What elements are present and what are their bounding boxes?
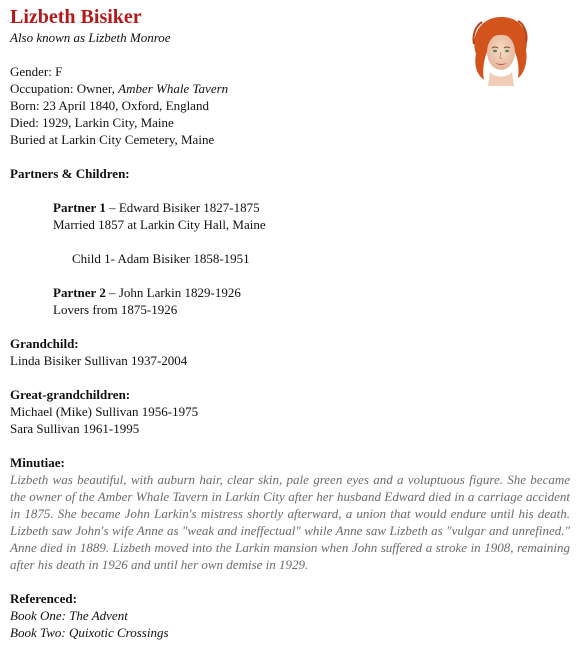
partners-heading: Partners & Children: bbox=[10, 166, 130, 181]
great-grandchildren-heading: Great-grandchildren: bbox=[10, 387, 131, 402]
partner-2-details: – John Larkin 1829-1926 bbox=[105, 285, 241, 300]
child-1: Child 1- Adam Bisiker 1858-1951 bbox=[72, 251, 250, 266]
buried: Buried at Larkin City Cemetery, Maine bbox=[10, 132, 215, 147]
partners-section bbox=[10, 165, 576, 318]
gender: Gender: F bbox=[10, 64, 63, 79]
great-grandchild-item: Michael (Mike) Sullivan 1956-1975 bbox=[10, 404, 199, 419]
person-name: Lizbeth Bisiker bbox=[10, 6, 142, 28]
grandchild-heading: Grandchild: bbox=[10, 336, 79, 351]
minutiae-heading: Minutiae: bbox=[10, 455, 65, 470]
alias: Also known as Lizbeth Monroe bbox=[10, 30, 171, 45]
referenced-section bbox=[10, 590, 576, 641]
occupation-place: Amber Whale Tavern bbox=[118, 81, 229, 96]
profile-page bbox=[10, 6, 576, 641]
born: Born: 23 April 1840, Oxford, England bbox=[10, 98, 209, 113]
minutiae-section bbox=[10, 454, 576, 573]
partner-1-label: Partner 1 bbox=[53, 200, 106, 215]
partner-1-married: Married 1857 at Larkin City Hall, Maine bbox=[53, 217, 266, 232]
reference-item: Book Two: Quixotic Crossings bbox=[10, 625, 169, 640]
referenced-heading: Referenced: bbox=[10, 591, 77, 606]
partner-1-details: – Edward Bisiker 1827-1875 bbox=[105, 200, 260, 215]
great-grandchildren-section bbox=[10, 386, 576, 437]
occupation-prefix: Occupation: Owner, bbox=[10, 81, 119, 96]
great-grandchild-item: Sara Sullivan 1961-1995 bbox=[10, 421, 140, 436]
partner-2 bbox=[10, 284, 576, 301]
partner-2-label: Partner 2 bbox=[53, 285, 106, 300]
grandchild-item: Linda Bisiker Sullivan 1937-2004 bbox=[10, 353, 188, 368]
grandchild-section bbox=[10, 335, 576, 369]
woman-portrait-icon bbox=[468, 14, 532, 86]
died: Died: 1929, Larkin City, Maine bbox=[10, 115, 174, 130]
reference-item: Book One: The Advent bbox=[10, 608, 128, 623]
partner-2-relation: Lovers from 1875-1926 bbox=[53, 302, 178, 317]
partner-1 bbox=[10, 199, 576, 216]
minutiae-text: Lizbeth was beautiful, with auburn hair, clear skin, pale green eyes and a voluptuous figure. She became the owner of the Amber Whale Tavern in Larkin City after her husband Edward died in a carriage accident in 1875. She became John Larkin's mistress shortly afterward, a union that would endure until his death. Lizbeth saw John's wife Anne as "weak and ineffectual" while Anne saw Lizbeth as "vulgar and unrefined." Anne died in 1889. Lizbeth moved into the Larkin mansion when John suffered a stroke in 1908, remaining after his death in 1926 and until her own demise in 1929. bbox=[10, 472, 570, 572]
